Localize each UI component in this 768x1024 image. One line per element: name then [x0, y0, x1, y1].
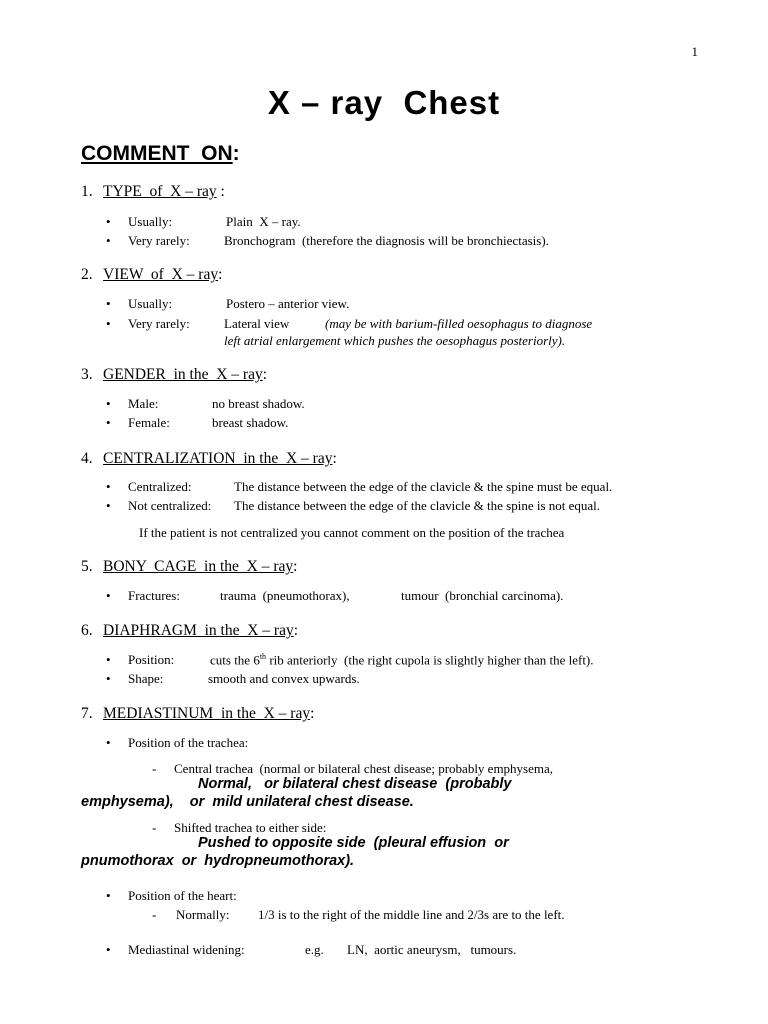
- item-value: breast shadow.: [212, 415, 289, 430]
- dash: -: [152, 820, 157, 835]
- widening-eg: e.g.: [305, 942, 324, 957]
- section-4-heading: 4. CENTRALIZATION in the X – ray:: [81, 450, 337, 467]
- dash: -: [152, 761, 157, 776]
- bullet-icon: •: [106, 588, 111, 603]
- item-label: Fractures:: [128, 588, 180, 603]
- shifted-trachea-emphasis: pnumothorax or hydropneumothorax).: [81, 853, 355, 869]
- comment-on-heading: [81, 142, 240, 166]
- heart-normally-label: Normally:: [176, 907, 230, 922]
- bullet-icon: •: [106, 316, 111, 331]
- widening-values: LN, aortic aneurysm, tumours.: [347, 942, 517, 957]
- item-label: Centralized:: [128, 479, 192, 494]
- bullet-icon: •: [106, 671, 111, 686]
- section-3-heading: 3. GENDER in the X – ray:: [81, 366, 268, 383]
- bullet-icon: •: [106, 296, 111, 311]
- section-note: If the patient is not centralized you cannot comment on the position of the trachea: [139, 525, 565, 540]
- central-trachea-text: Central trachea (normal or bilateral chest disease; probably emphysema,: [174, 761, 554, 776]
- item-label: Usually:: [128, 296, 173, 311]
- shifted-trachea-emphasis: Pushed to opposite side (pleural effusion or: [198, 835, 509, 851]
- bullet-icon: •: [106, 942, 111, 957]
- page-title: X – ray Chest: [267, 84, 501, 121]
- dash: -: [152, 907, 157, 922]
- central-trachea-emphasis: Normal, or bilateral chest disease (probably: [198, 776, 512, 792]
- bullet-icon: •: [106, 396, 111, 411]
- bullet-icon: •: [106, 415, 111, 430]
- item-value: cuts the 6th rib anteriorly (the right cupola is slightly higher than the left).: [210, 652, 594, 668]
- section-5-heading: 5. BONY CAGE in the X – ray:: [81, 558, 298, 575]
- item-note: left atrial enlargement which pushes the oesophagus posteriorly).: [224, 333, 566, 348]
- comment-on-colon: :: [232, 142, 240, 165]
- section-1-heading: 1. TYPE of X – ray :: [81, 183, 225, 200]
- item-value: Plain X – ray.: [226, 214, 301, 229]
- item-label: Very rarely:: [128, 316, 190, 331]
- item-note: (may be with barium-filled oesophagus to diagnose: [325, 316, 593, 331]
- item-value: no breast shadow.: [212, 396, 305, 411]
- bullet-icon: •: [106, 214, 111, 229]
- section-7-heading: 7. MEDIASTINUM in the X – ray:: [81, 705, 315, 722]
- item-value: smooth and convex upwards.: [208, 671, 360, 686]
- page-number: 1: [691, 44, 698, 59]
- section-2-heading: 2. VIEW of X – ray:: [81, 266, 223, 283]
- bullet-icon: •: [106, 479, 111, 494]
- heart-value: 1/3 is to the right of the middle line and 2/3s are to the left.: [258, 907, 565, 922]
- item-label: Usually:: [128, 214, 173, 229]
- item-value: The distance between the edge of the clavicle & the spine is not equal.: [234, 498, 601, 513]
- central-trachea-emphasis: emphysema), or mild unilateral chest disease.: [81, 794, 414, 810]
- item-value: Postero – anterior view.: [226, 296, 350, 311]
- bullet-icon: •: [106, 233, 111, 248]
- trachea-label: Position of the trachea:: [128, 735, 249, 750]
- section-6-heading: 6. DIAPHRAGM in the X – ray:: [81, 622, 299, 639]
- bullet-icon: •: [106, 735, 111, 750]
- item-value: Bronchogram (therefore the diagnosis will be bronchiectasis).: [224, 233, 549, 248]
- heart-label: Position of the heart:: [128, 888, 237, 903]
- shifted-trachea-text: Shifted trachea to either side:: [174, 820, 327, 835]
- item-value: tumour (bronchial carcinoma).: [401, 588, 564, 603]
- item-label: Male:: [128, 396, 159, 411]
- item-label: Shape:: [128, 671, 164, 686]
- bullet-icon: •: [106, 888, 111, 903]
- item-label: Female:: [128, 415, 170, 430]
- item-value: Lateral view: [224, 316, 290, 331]
- widening-label: Mediastinal widening:: [128, 942, 245, 957]
- bullet-icon: •: [106, 498, 111, 513]
- item-label: Not centralized:: [128, 498, 212, 513]
- item-label: Very rarely:: [128, 233, 190, 248]
- bullet-icon: •: [106, 652, 111, 667]
- item-label: Position:: [128, 652, 175, 667]
- comment-on-text: COMMENT ON: [81, 142, 233, 165]
- item-value: trauma (pneumothorax),: [220, 588, 350, 603]
- item-value: The distance between the edge of the clavicle & the spine must be equal.: [234, 479, 613, 494]
